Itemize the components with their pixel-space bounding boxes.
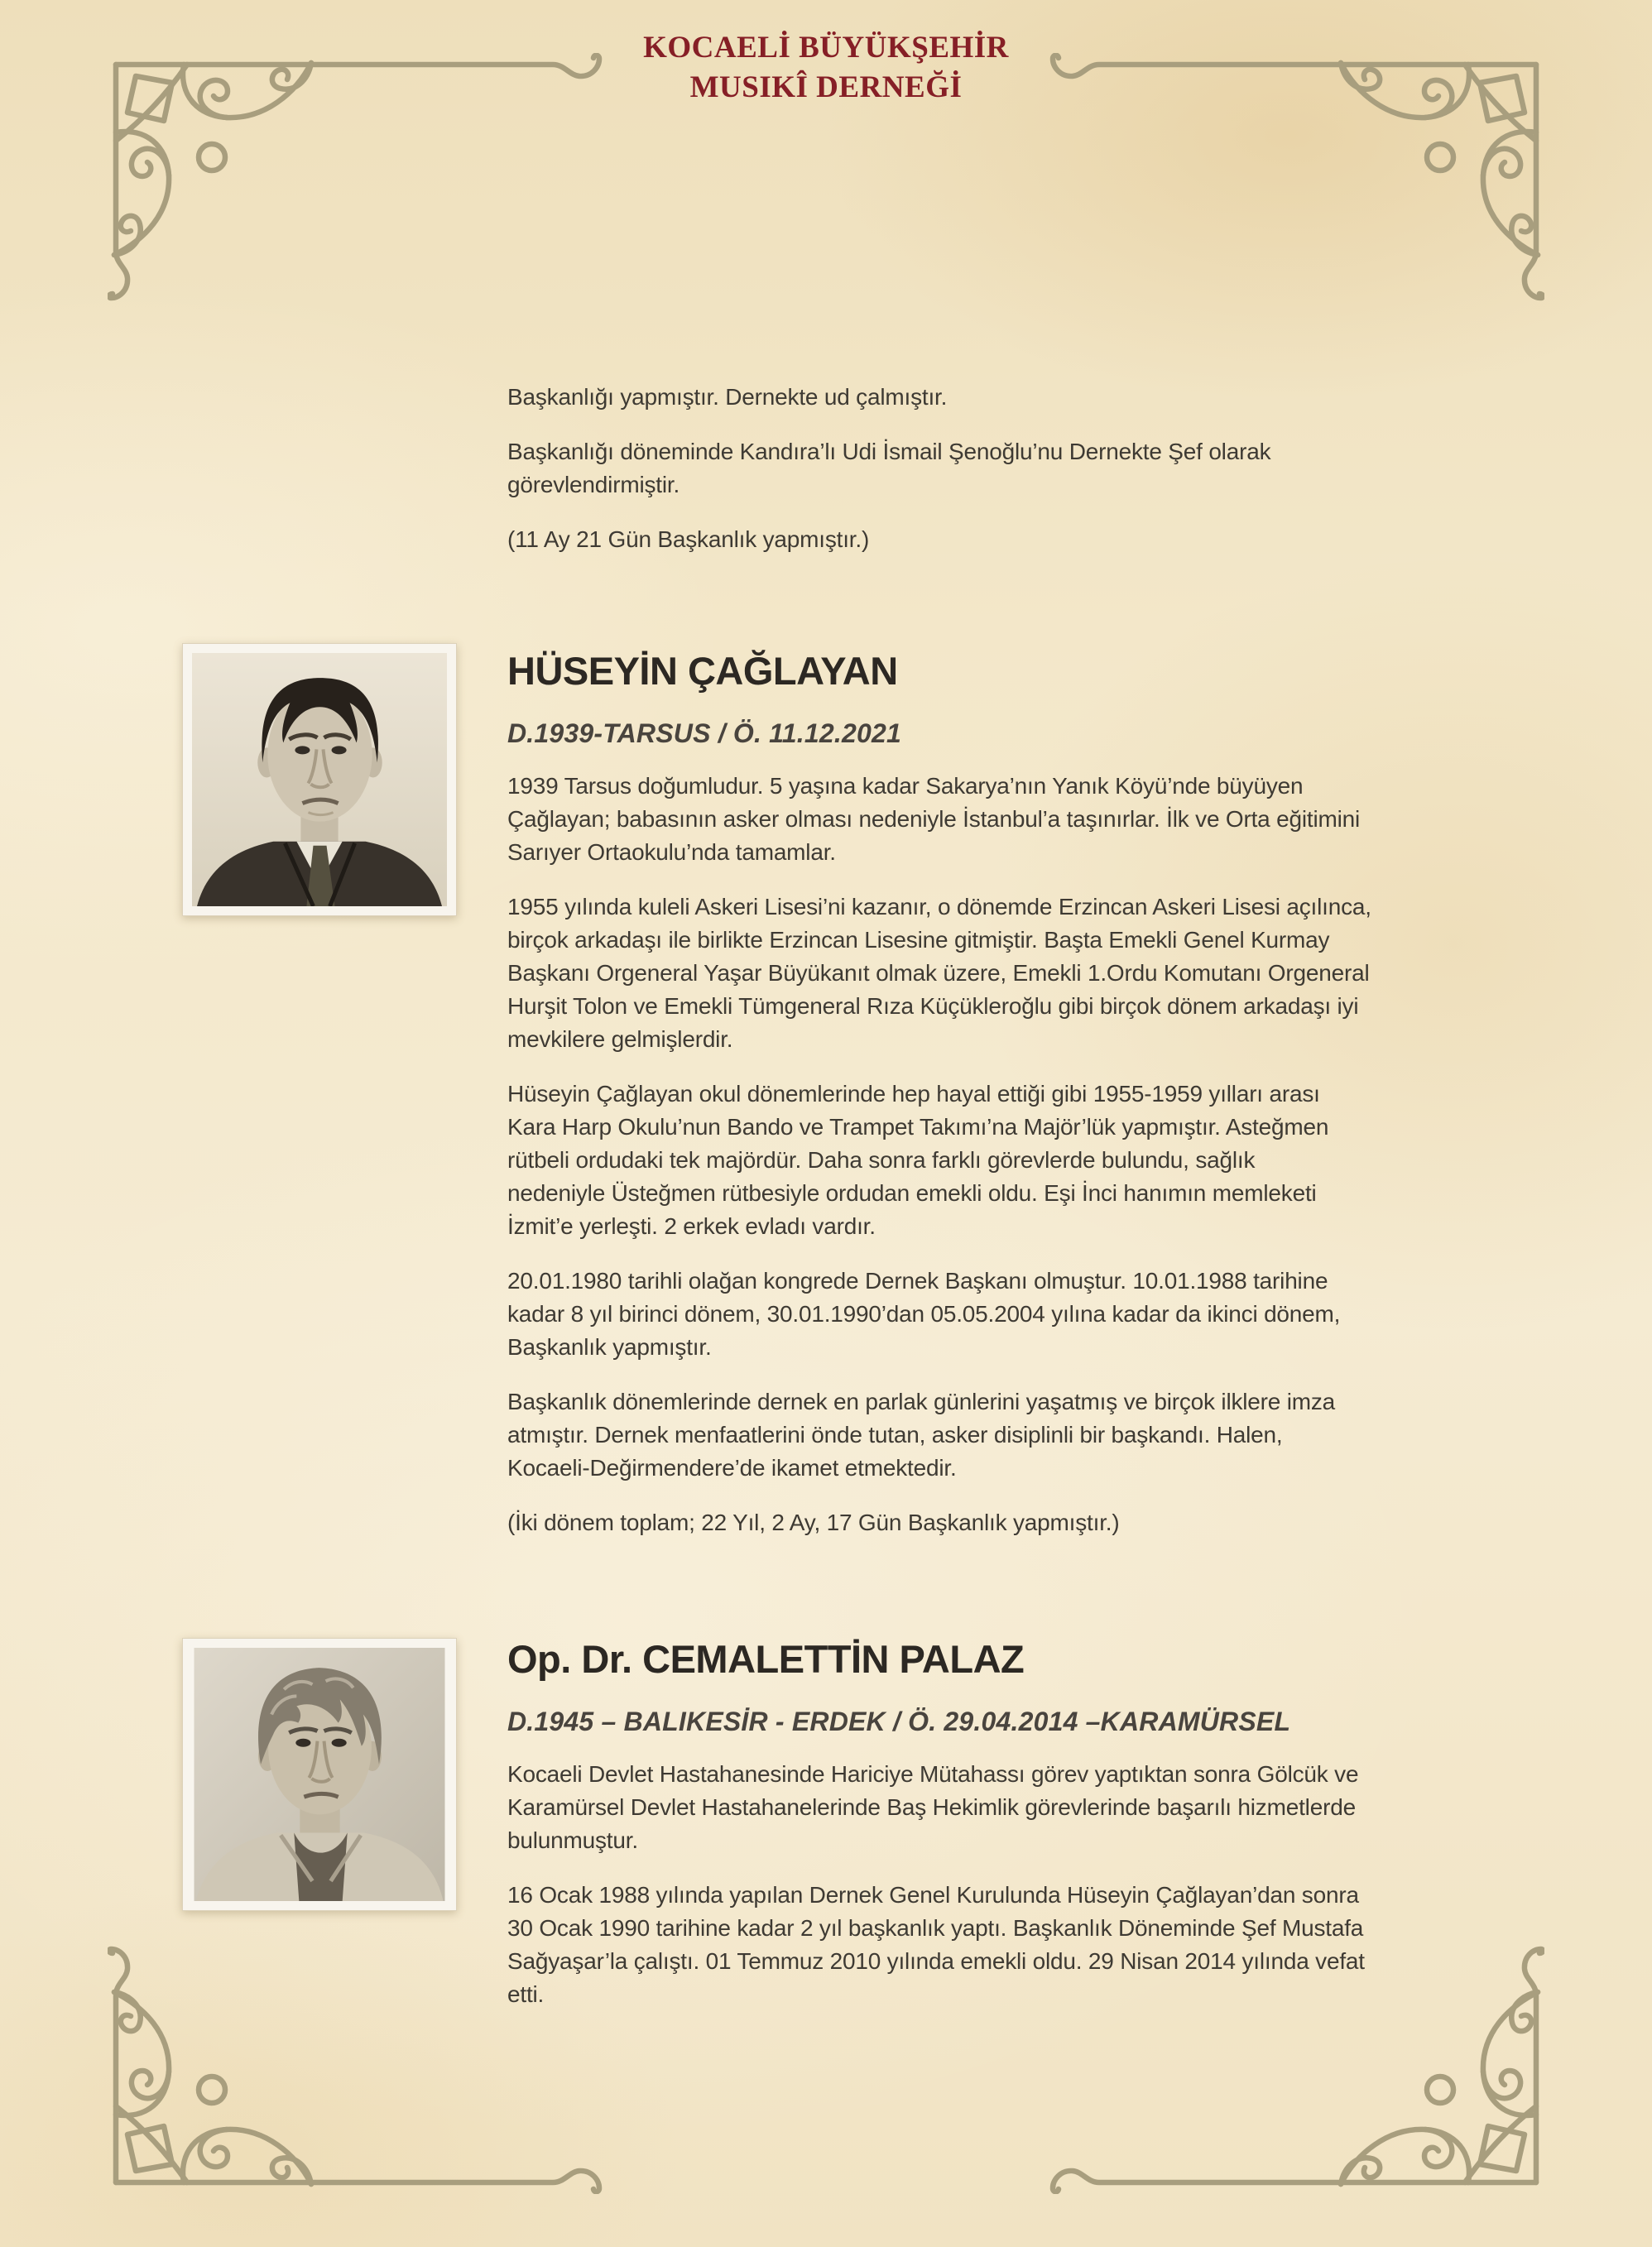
bio-section-huseyin-caglayan bbox=[507, 647, 1592, 1539]
bio-section-cemalettin-palaz bbox=[507, 1635, 1592, 2011]
intro-paragraph: Başkanlığı döneminde Kandıra’lı Udi İsmail Şenoğlu’nu Dernekte Şef olarak görevlendirmiştir. bbox=[507, 439, 1271, 497]
person-name: Op. Dr. CEMALETTİN PALAZ bbox=[507, 1637, 1025, 1681]
intro-paragraph: (11 Ay 21 Gün Başkanlık yapmıştır.) bbox=[507, 526, 870, 552]
portrait-photo-cemalettin-palaz bbox=[182, 1638, 457, 1911]
intro-text-block bbox=[507, 381, 1592, 556]
bio-paragraph: Başkanlık dönemlerinde dernek en parlak günlerini yaşatmış ve birçok ilklere imza atmıştır. Dernek menfaatlerini önde tutan, asker disiplinli bir başkandı. Halen, Kocaeli-Değirmendere’de ikamet etmektedir. bbox=[507, 1389, 1336, 1481]
bio-paragraph: 16 Ocak 1988 yılında yapılan Dernek Genel Kurulunda Hüseyin Çağlayan’dan sonra 30 Ocak 1990 tarihine kadar 2 yıl başkanlık yaptı. Başkanlık Döneminde Şef Mustafa Sağyaşar’la çalıştı. 01 Temmuz 2010 yılında emekli oldu. 29 Nisan 2014 yılında vefat etti. bbox=[507, 1882, 1365, 2007]
portrait-illustration bbox=[192, 653, 447, 906]
intro-paragraph: Başkanlığı yapmıştır. Dernekte ud çalmıştır. bbox=[507, 384, 948, 410]
person-dates: D.1939-TARSUS / Ö. 11.12.2021 bbox=[507, 718, 901, 748]
bio-paragraph: (İki dönem toplam; 22 Yıl, 2 Ay, 17 Gün Başkanlık yapmıştır.) bbox=[507, 1510, 1120, 1535]
person-dates: D.1945 – BALIKESİR - ERDEK / Ö. 29.04.2014 –KARAMÜRSEL bbox=[507, 1707, 1291, 1736]
bio-paragraph: 1955 yılında kuleli Askeri Lisesi’ni kazanır, o dönemde Erzincan Askeri Lisesi açılınca, birçok arkadaşı ile birlikte Erzincan Lisesine gitmiştir. Başta Emekli Genel Kurmay Başkanı Orgeneral Yaşar Büyükanıt olmak üzere, Emekli 1.Ordu Komutanı Orgeneral Hurşit Tolon ve Emekli Tümgeneral Rıza Küçükleroğlu gibi birçok dönem arkadaşı iyi mevkilere gelmişlerdir. bbox=[507, 894, 1371, 1052]
portrait-photo-huseyin-caglayan bbox=[182, 643, 457, 916]
bio-paragraph: 1939 Tarsus doğumludur. 5 yaşına kadar Sakarya’nın Yanık Köyü’nde büyüyen Çağlayan; babasının asker olması nedeniyle İstanbul’a taşınırlar. İlk ve Orta eğitimini Sarıyer Ortaokulu’nda tamamlar. bbox=[507, 773, 1361, 865]
org-title bbox=[0, 28, 1652, 108]
person-name: HÜSEYİN ÇAĞLAYAN bbox=[507, 649, 898, 693]
org-title-line2: MUSIKÎ DERNEĞİ bbox=[689, 70, 963, 104]
bio-paragraph: Kocaeli Devlet Hastahanesinde Hariciye Mütahassı görev yaptıktan sonra Gölcük ve Karamürsel Devlet Hastahanelerinde Baş Hekimlik görevlerinde başarılı hizmetlerde bulunmuştur. bbox=[507, 1761, 1359, 1853]
org-title-line1: KOCAELİ BÜYÜKŞEHİR bbox=[643, 31, 1009, 65]
portrait-illustration bbox=[192, 1648, 447, 1901]
bio-paragraph: Hüseyin Çağlayan okul dönemlerinde hep hayal ettiği gibi 1955-1959 yılları arası Kara Harp Okulu’nun Bando ve Trampet Takımı’na Majör’lük yapmıştır. Asteğmen rütbeli ordudaki tek majördür. Daha sonra farklı görevlerde bulundu, sağlık nedeniyle Üsteğmen rütbesiyle ordudan emekli oldu. Eşi İnci hanımın memleketi İzmit’e yerleşti. 2 erkek evladı vardır. bbox=[507, 1081, 1329, 1239]
bio-paragraph: 20.01.1980 tarihli olağan kongrede Dernek Başkanı olmuştur. 10.01.1988 tarihine kadar 8 yıl birinci dönem, 30.01.1990’dan 05.05.2004 yılına kadar da ikinci dönem, Başkanlık yapmıştır. bbox=[507, 1268, 1341, 1360]
